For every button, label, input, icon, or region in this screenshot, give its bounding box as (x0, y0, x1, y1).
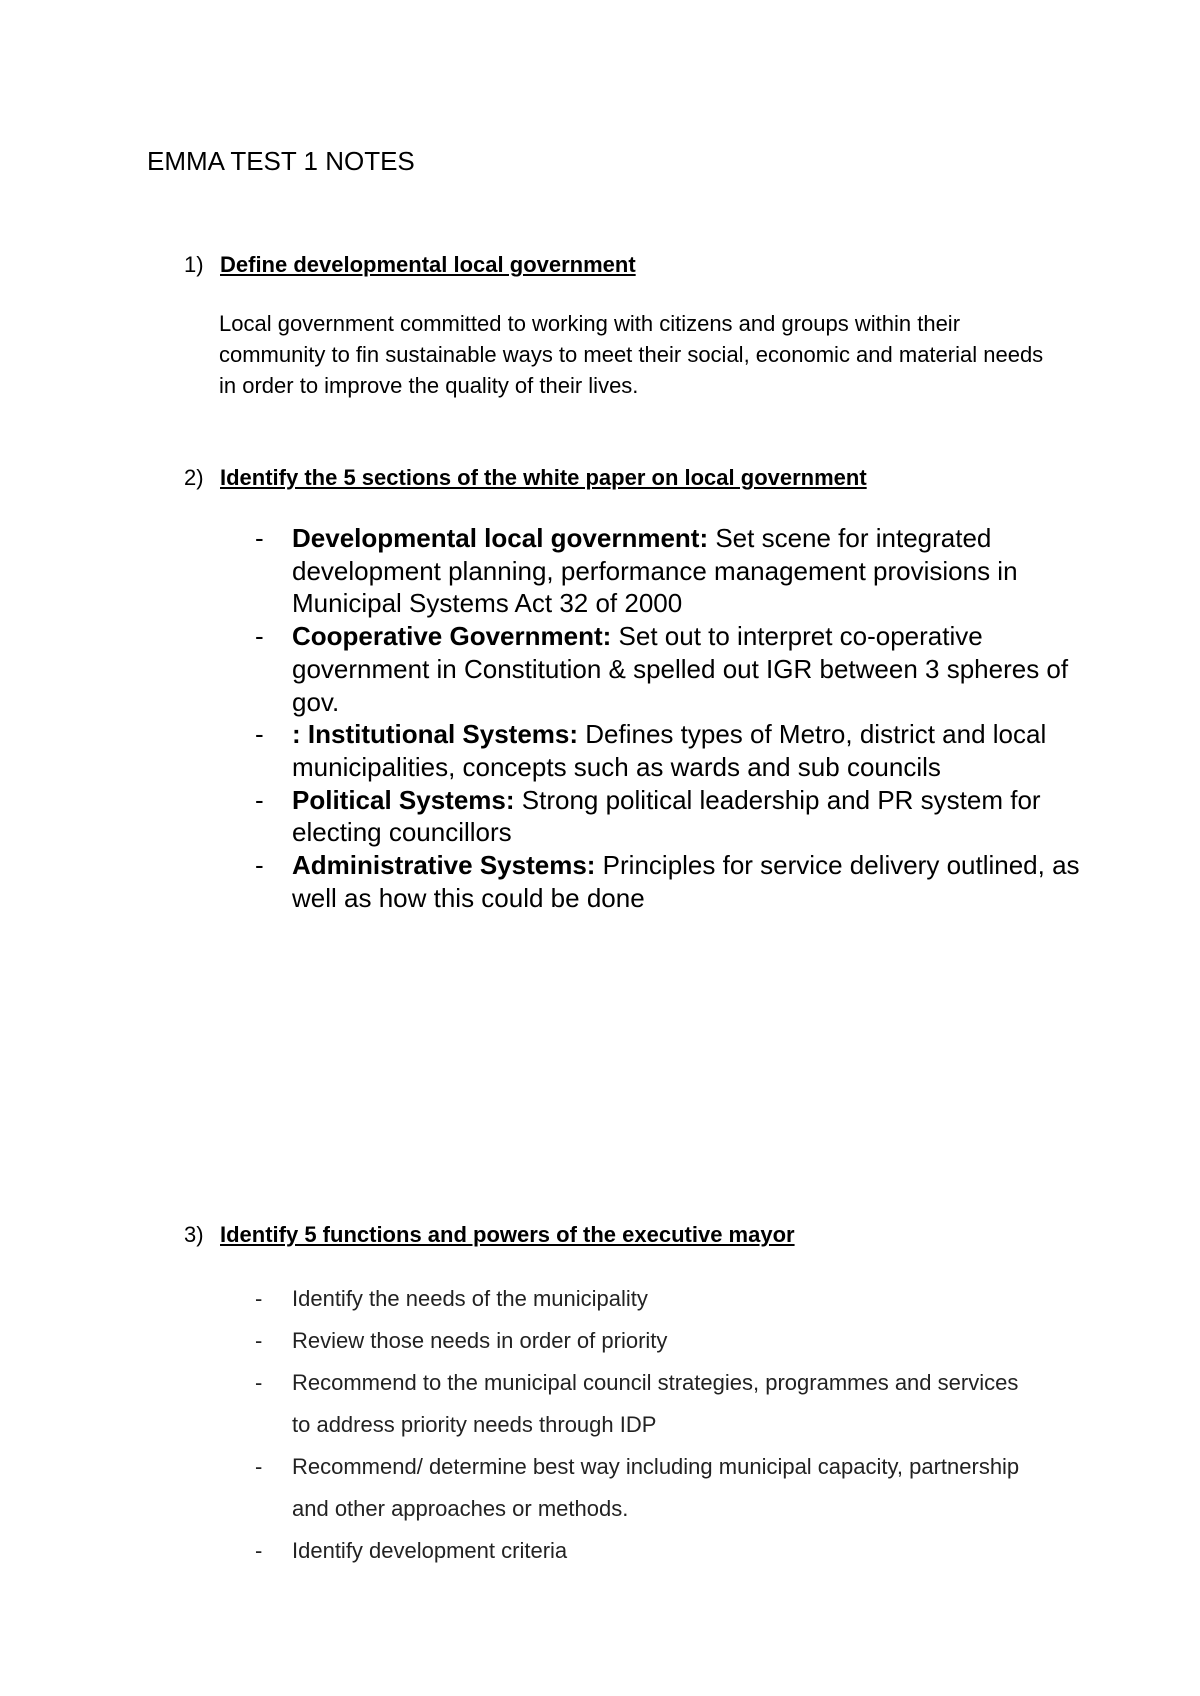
section-description: Defines types of Metro, district and local municipalities, concepts such as wards and sub councils (292, 719, 1047, 782)
list-item (0, 1446, 1032, 1530)
question-3-heading (184, 1222, 795, 1248)
list-item (0, 784, 1082, 849)
page-title: EMMA TEST 1 NOTES (147, 146, 415, 176)
function-text: Identify the needs of the municipality (292, 1286, 648, 1311)
white-paper-sections-list (0, 522, 1200, 914)
list-dash: - (255, 621, 264, 652)
question-2-heading (184, 465, 867, 491)
list-dash: - (255, 1328, 263, 1353)
function-text: Identify development criteria (292, 1538, 568, 1563)
list-item (0, 718, 1082, 783)
question-1-answer: Local government committed to working with citizens and groups within their community to fin sustainable ways to meet their social, economic and material needs in order to improve the quality of their lives. (219, 311, 1044, 398)
question-text: Define developmental local government (220, 252, 636, 277)
section-description: Principles for service delivery outlined, as well as how this could be done (292, 850, 1080, 913)
function-text: Recommend/ determine best way including municipal capacity, partnership and other approaches or methods. (292, 1454, 1020, 1521)
section-term: : Institutional Systems: (292, 719, 579, 750)
question-number: 2) (184, 465, 204, 490)
list-dash: - (255, 1286, 263, 1311)
function-text: Recommend to the municipal council strategies, programmes and services to address priority needs through IDP (292, 1370, 1019, 1437)
list-dash: - (255, 850, 264, 881)
section-term: Cooperative Government: (292, 621, 612, 652)
list-dash: - (255, 1538, 263, 1563)
list-item (0, 849, 1082, 914)
function-text: Review those needs in order of priority (292, 1328, 668, 1353)
section-term: Political Systems: (292, 784, 515, 815)
question-1-heading (184, 252, 636, 278)
list-item (0, 1278, 1032, 1320)
section-description: Set scene for integrated development planning, performance management provisions in Municipal Systems Act 32 of 2000 (292, 523, 1018, 619)
section-description: Set out to interpret co-operative government in Constitution & spelled out IGR between 3 spheres of gov. (292, 621, 1069, 717)
list-item (0, 1320, 1032, 1362)
list-dash: - (255, 1370, 263, 1395)
list-item (0, 522, 1082, 620)
list-dash: - (255, 523, 264, 553)
section-term: Developmental local government: (292, 523, 709, 553)
list-item (0, 620, 1082, 718)
list-dash: - (255, 719, 264, 750)
list-dash: - (255, 1454, 263, 1479)
mayor-functions-list (0, 1278, 1200, 1572)
list-item (0, 1362, 1032, 1446)
list-dash: - (255, 784, 264, 815)
question-text: Identify the 5 sections of the white paper on local government (220, 465, 867, 490)
list-item (0, 1530, 1032, 1572)
section-description: Strong political leadership and PR system for electing councillors (292, 784, 1041, 848)
section-term: Administrative Systems: (292, 850, 596, 881)
question-number: 3) (184, 1222, 204, 1247)
question-text: Identify 5 functions and powers of the executive mayor (220, 1222, 795, 1247)
question-number: 1) (184, 252, 204, 277)
